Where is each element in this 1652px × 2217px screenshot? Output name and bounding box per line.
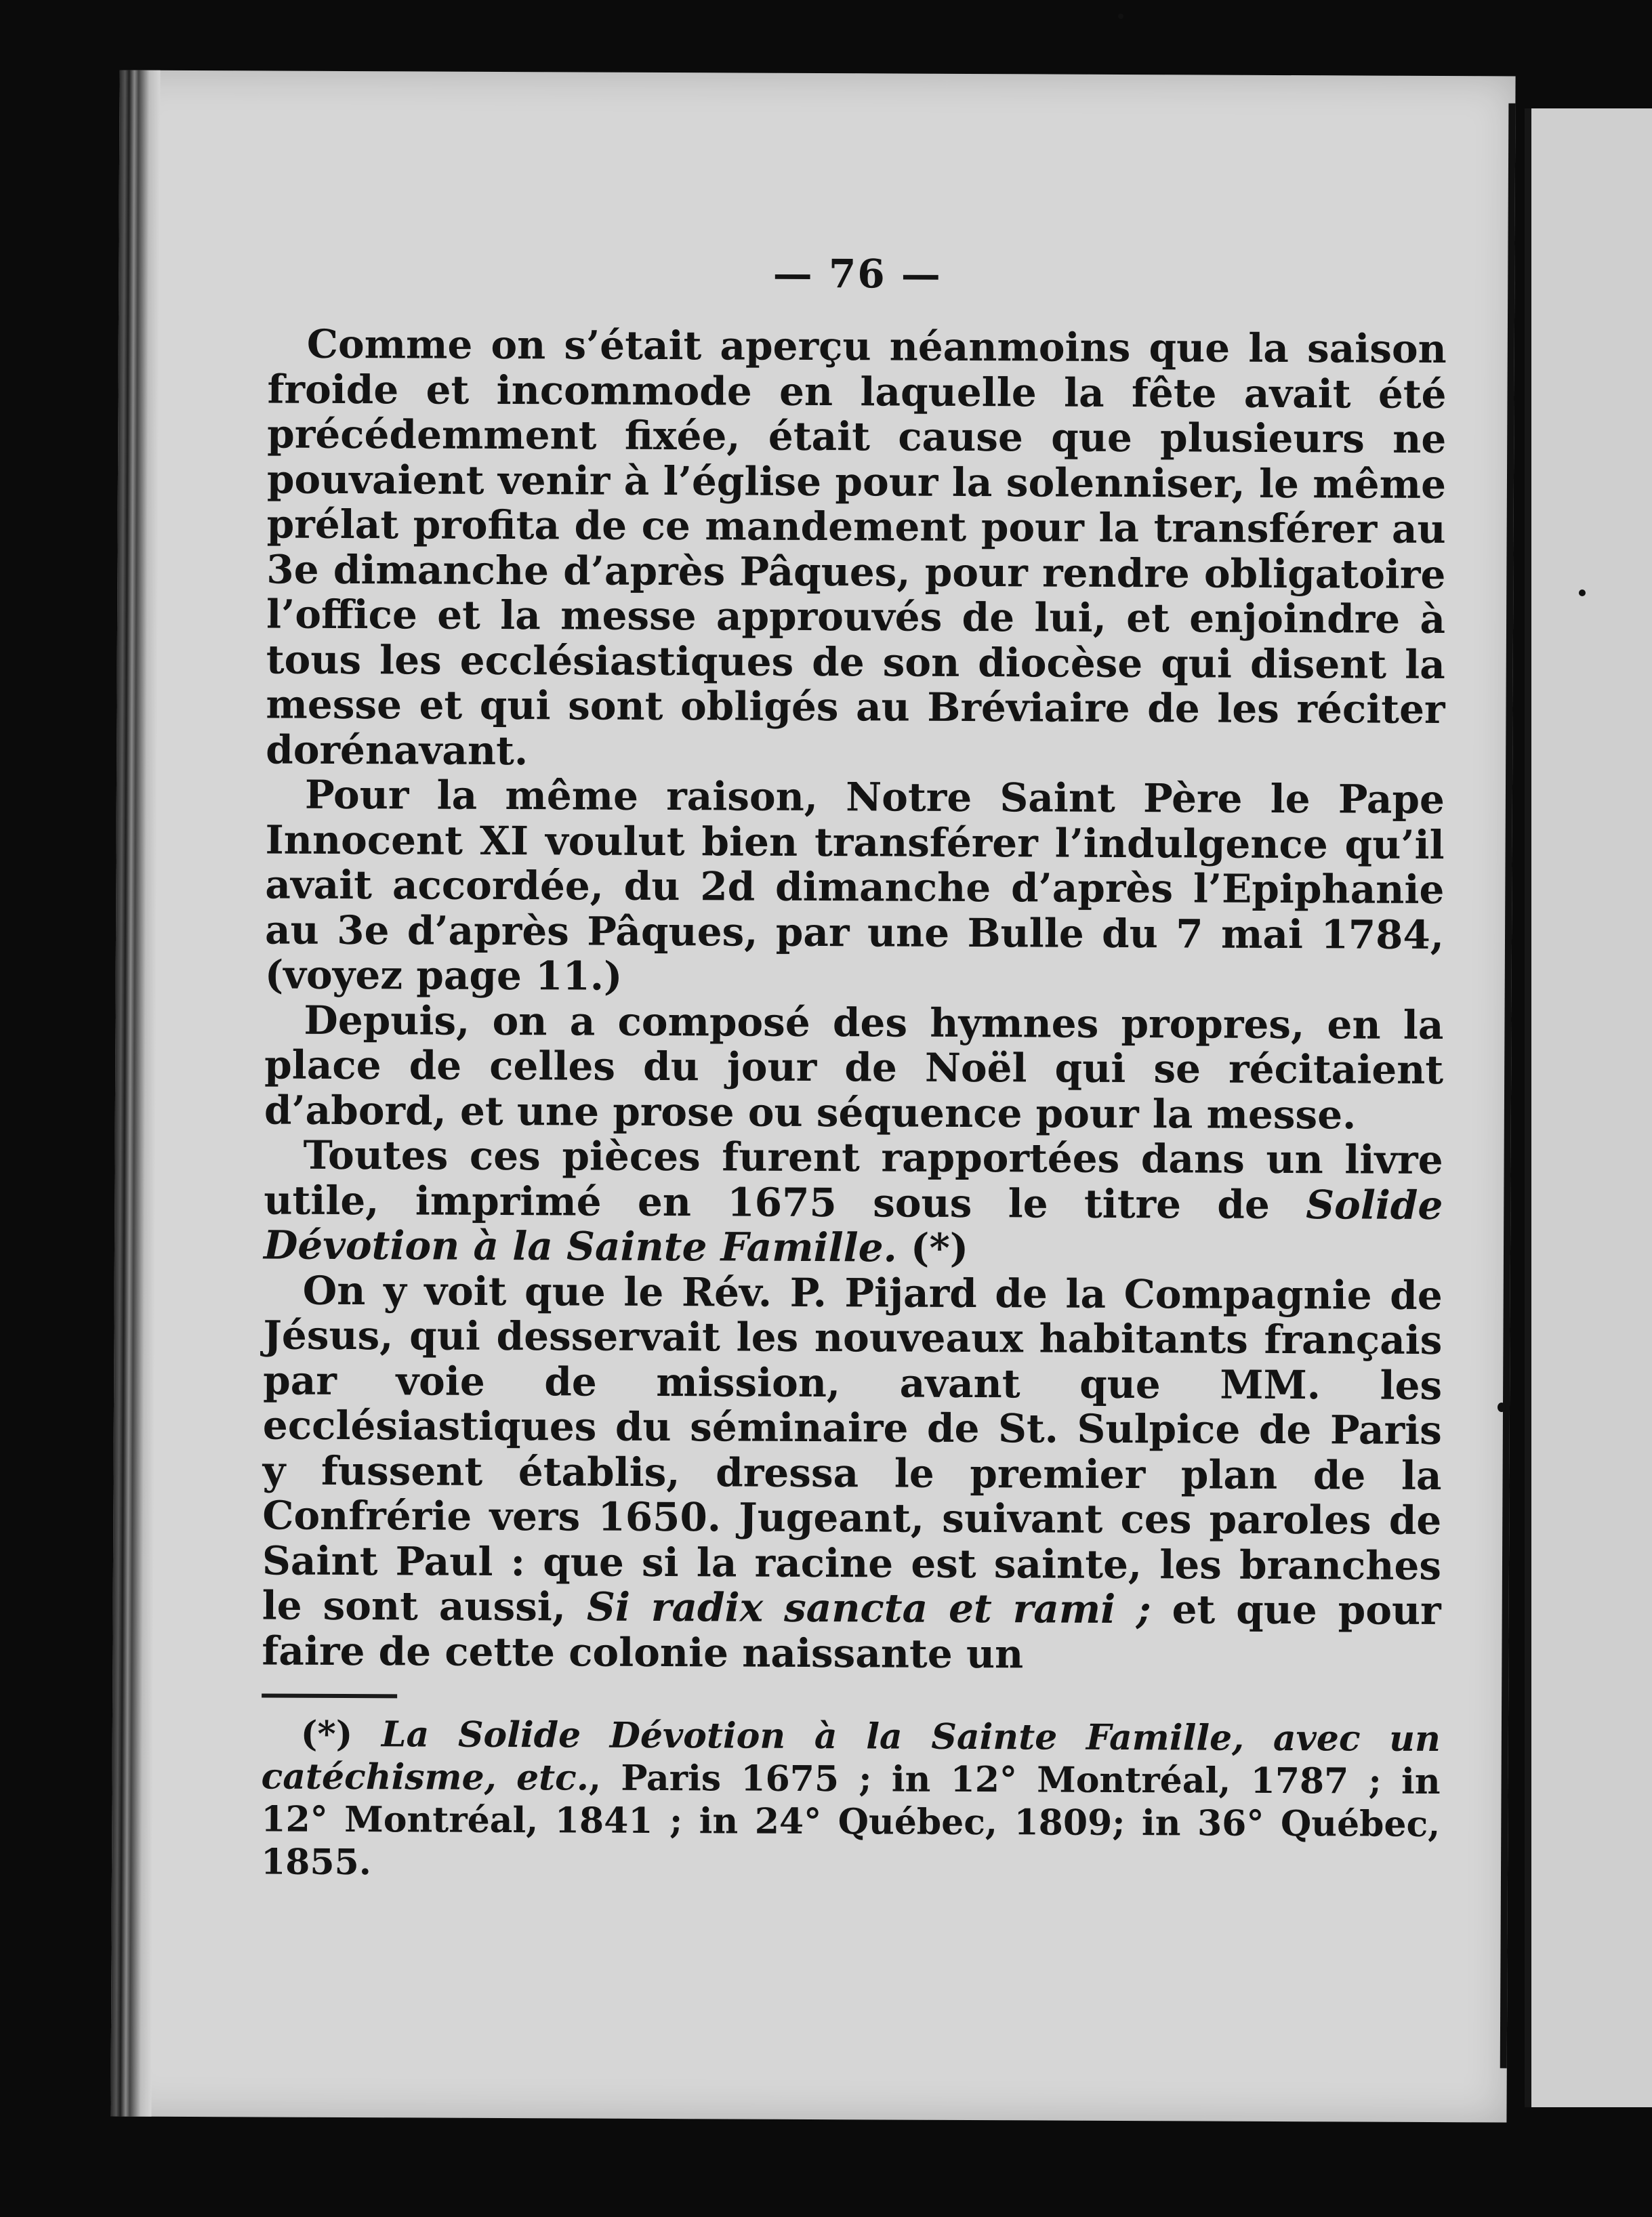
paragraph <box>262 1268 1443 1678</box>
book-title-italic: Solide Dévotion à la Sainte Famille. <box>263 1181 1443 1271</box>
paragraph <box>265 772 1445 1002</box>
footnote <box>261 1712 1441 1888</box>
footnote-divider <box>262 1693 397 1698</box>
paragraph-text: Depuis, on a composé des hymnes propres, en la place de celles du jour de Noël qui se récitaient d’abord, et une prose ou séquence pour la messe. <box>264 997 1444 1138</box>
scan-speck <box>1579 589 1586 596</box>
footnote-text: , Paris 1675 ; in 12° Montréal, 1787 ; in 12° Montréal, 1841 ; in 24° Québec, 1809; in 36° Québec, 1855. <box>260 1757 1441 1884</box>
paragraph-text: On y voit que le Rév. P. Pijard de la Compagnie de Jésus, qui desservait les nouveaux habitants français par voie de mission, avant que MM. les ecclésiastiques du séminaire de St. Sulpice de Paris y fussent établis, dressa le premier plan de la Confrérie vers 1650. Jugeant, suivant ces paroles de Saint Paul : que si la racine est sainte, les branches le sont aussi, <box>262 1267 1443 1630</box>
page-number: — 76 — <box>772 250 942 297</box>
paragraph <box>264 1132 1443 1272</box>
paragraph-text: Pour la même raison, Notre Saint Père le Pape Innocent XI voulut bien transférer l’indulgence qu’il avait accordée, du 2d dimanche d’après l’Epiphanie au 3e d’après Pâques, par une Bulle du 7 mai 1784, (voyez page 11.) <box>264 771 1445 999</box>
adjacent-page-edge <box>1525 108 1652 2107</box>
footnote-marker: (*) <box>300 1713 382 1756</box>
paragraph <box>266 321 1447 777</box>
scan-speck <box>1118 14 1123 19</box>
footnote-marker: (*) <box>896 1224 969 1272</box>
footnote-title-italic: La Solide Dévotion à la Sainte Famille, avec un catéchisme, etc. <box>261 1714 1441 1799</box>
page-content <box>261 248 1447 1888</box>
paragraph <box>264 997 1444 1138</box>
paragraph-text: Toutes ces pièces furent rapportées dans un livre utile, imprimé en 1675 sous le titre de <box>264 1132 1443 1228</box>
page-binding-edge <box>110 70 160 2117</box>
latin-quote-italic: Si radix sancta et rami ; <box>586 1583 1151 1633</box>
paragraph-text: et que pour faire de cette colonie naissante un <box>262 1586 1441 1677</box>
scan-speck <box>1498 1403 1506 1412</box>
book-page <box>110 70 1515 2123</box>
paragraph-text: Comme on s’était aperçu néanmoins que la saison froide et incommode en laquelle la fête avait été précédemment fixée, était cause que plusieurs ne pouvaient venir à l’église pour la solenniser, le même prélat profita de ce mandement pour la transférer au 3e dimanche d’après Pâques, pour rendre obligatoire l’office et la messe approuvés de lui, et enjoindre à tous les ecclésiastiques de son diocèse qui disent la messe et qui sont obligés au Bréviaire de les réciter dorénavant. <box>266 320 1447 774</box>
